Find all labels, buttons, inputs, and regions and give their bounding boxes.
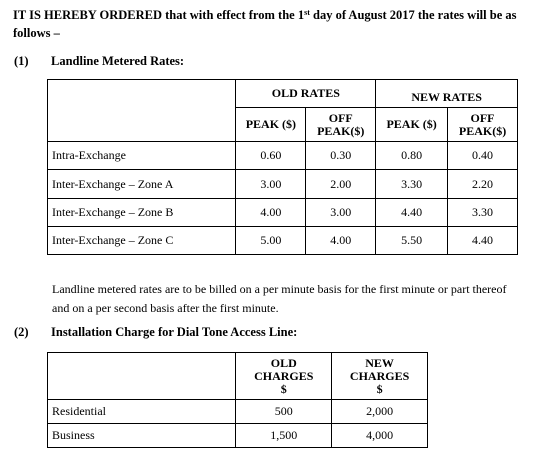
table-group-header-row	[48, 80, 518, 108]
table-row	[48, 424, 428, 448]
cell-value: 5.00	[236, 227, 306, 255]
cell-value: 2,000	[332, 400, 428, 424]
cell-value: 3.30	[448, 199, 518, 227]
cell-value: 0.30	[306, 142, 376, 170]
installation-charges-table	[47, 352, 428, 448]
section-2-number: (2)	[14, 325, 29, 339]
intro-text: IT IS HEREBY ORDERED that with effect from the 1	[13, 8, 305, 22]
new-rates-header-label: NEW RATES	[411, 90, 482, 104]
cell-value: 4,000	[332, 424, 428, 448]
cell-value: 0.40	[448, 142, 518, 170]
new-rates-header	[376, 80, 518, 108]
cell-value: 3.00	[306, 199, 376, 227]
intro-text-end: day of August 2017 the rates will be as follows –	[13, 8, 517, 40]
billing-note-text: Landline metered rates are to be billed on a per minute basis for the first minute or part thereof and on a per second basis after the first minute.	[52, 282, 507, 315]
row-label: Inter-Exchange – Zone C	[48, 227, 236, 255]
header-line: $	[376, 381, 383, 396]
billing-note	[52, 280, 522, 318]
table-corner-cell	[48, 353, 236, 400]
old-charges-header	[236, 353, 332, 400]
cell-value: 4.00	[236, 199, 306, 227]
cell-value: 2.20	[448, 170, 518, 199]
header-line: CHARGES	[349, 368, 410, 383]
row-label: Intra-Exchange	[48, 142, 236, 170]
old-offpeak-header: OFF PEAK($)	[306, 108, 376, 142]
cell-value: 5.50	[376, 227, 448, 255]
table-row	[48, 199, 518, 227]
cell-value: 0.60	[236, 142, 306, 170]
table-corner-cell	[48, 80, 236, 142]
table-row	[48, 142, 518, 170]
new-charges-header	[332, 353, 428, 400]
old-peak-header: PEAK ($)	[236, 108, 306, 142]
cell-value: 4.00	[306, 227, 376, 255]
new-offpeak-header: OFF PEAK($)	[448, 108, 518, 142]
landline-rates-table	[47, 79, 518, 255]
header-line: CHARGES	[254, 368, 314, 383]
section-1-number: (1)	[14, 54, 29, 68]
section-2-title: Installation Charge for Dial Tone Access Line:	[51, 325, 298, 339]
row-label: Inter-Exchange – Zone B	[48, 199, 236, 227]
new-peak-header: PEAK ($)	[376, 108, 448, 142]
order-intro	[13, 6, 528, 42]
old-rates-header: OLD RATES	[236, 80, 376, 108]
table-row	[48, 400, 428, 424]
cell-value: 3.00	[236, 170, 306, 199]
table-row	[48, 170, 518, 199]
header-line: OLD	[270, 355, 297, 370]
cell-value: 3.30	[376, 170, 448, 199]
cell-value: 2.00	[306, 170, 376, 199]
table-row	[48, 227, 518, 255]
cell-value: 0.80	[376, 142, 448, 170]
cell-value: 1,500	[236, 424, 332, 448]
cell-value: 500	[236, 400, 332, 424]
intro-superscript: st	[304, 8, 310, 17]
cell-value: 4.40	[376, 199, 448, 227]
header-line: NEW	[365, 355, 394, 370]
header-line: $	[280, 381, 287, 396]
row-label: Inter-Exchange – Zone A	[48, 170, 236, 199]
cell-value: 4.40	[448, 227, 518, 255]
row-label: Residential	[48, 400, 236, 424]
table-header-row	[48, 353, 428, 400]
row-label: Business	[48, 424, 236, 448]
section-1-title: Landline Metered Rates:	[51, 54, 185, 68]
